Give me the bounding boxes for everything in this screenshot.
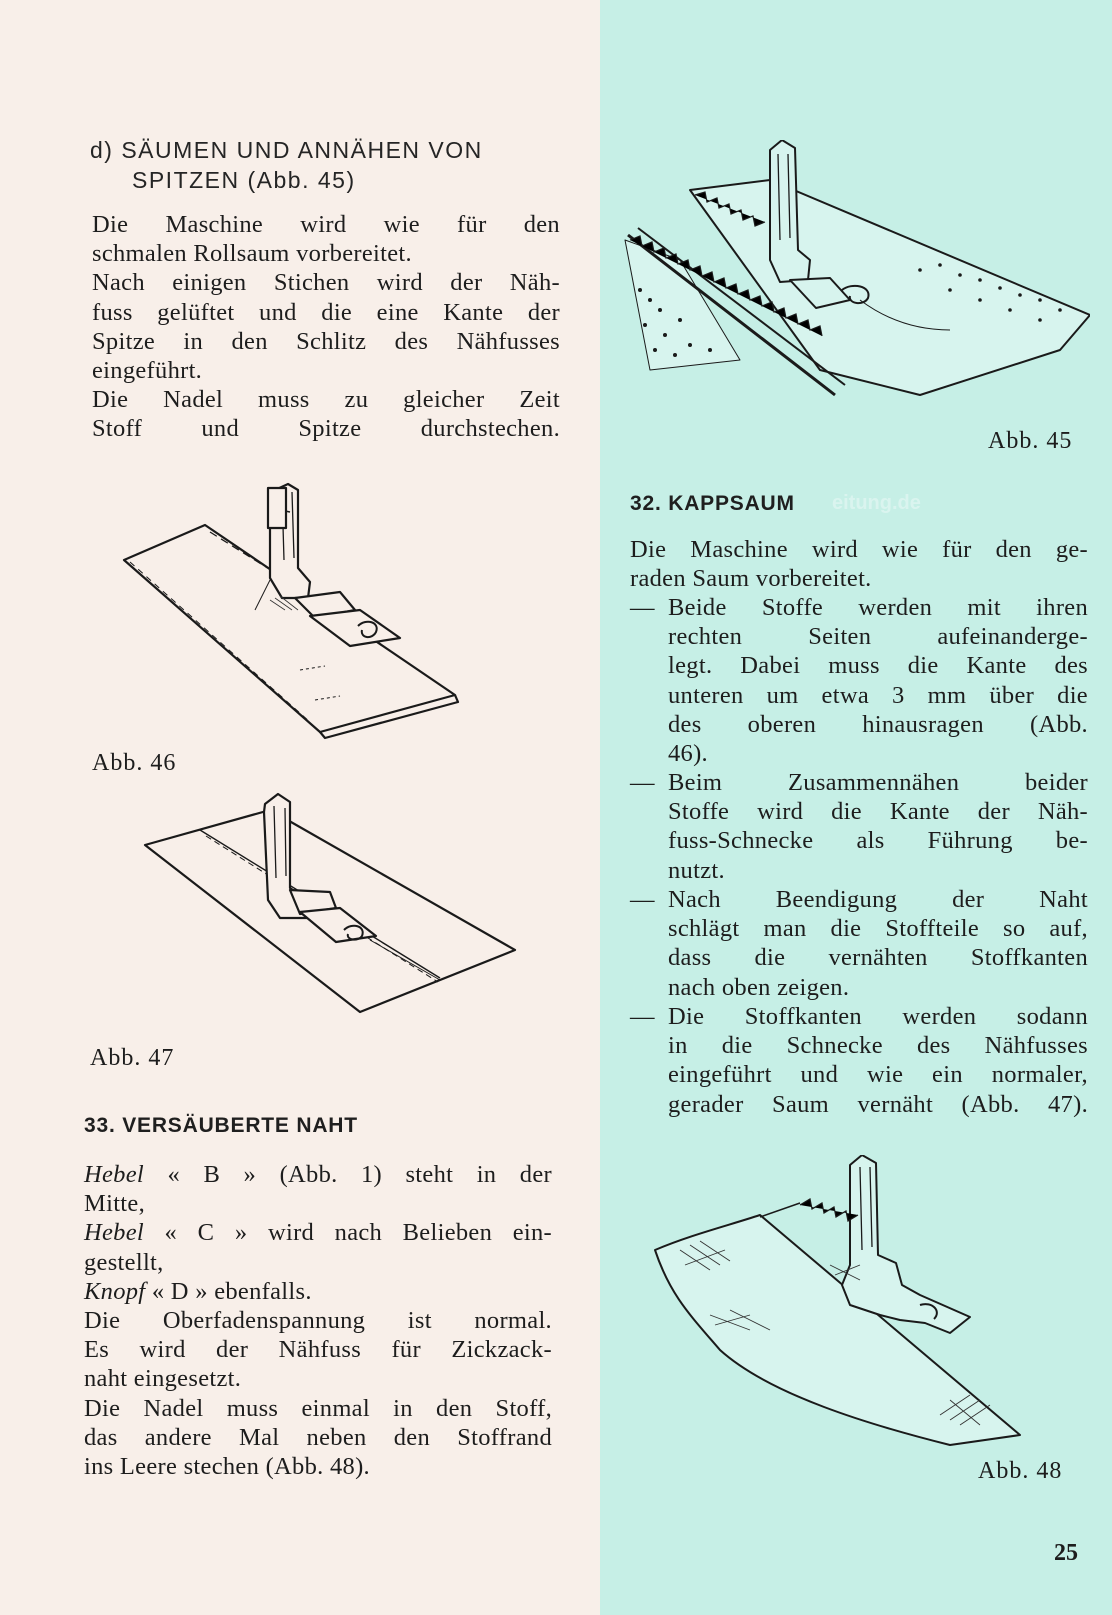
body-line — [84, 1189, 552, 1218]
item-line: Nach Beendigung der Naht — [668, 886, 1088, 913]
dash-marker: — — [630, 594, 655, 621]
item-line: in die Schnecke des Nähfusses — [668, 1032, 1088, 1060]
body-line-text: « D » ebenfalls. — [145, 1277, 312, 1305]
dash-list-item — [630, 768, 1088, 885]
page-number: 25 — [1054, 1540, 1078, 1566]
body-line — [84, 1306, 552, 1335]
intro-line: Spitze in den Schlitz des Nähfusses — [92, 327, 560, 355]
item-line: unteren um etwa 3 mm über die — [668, 681, 1088, 709]
section-32-intro — [630, 535, 1088, 593]
item-line: des oberen hinausragen (Abb. — [668, 710, 1088, 738]
section-33-title: 33. VERSÄUBERTE NAHT — [84, 1114, 358, 1137]
dash-list-item — [630, 885, 1088, 1002]
heading-line-1: d) SÄUMEN UND ANNÄHEN VON — [90, 137, 483, 163]
item-line: Stoffe wird die Kante der Näh- — [668, 798, 1088, 826]
body-line-text: ins Leere stechen (Abb. 48). — [84, 1453, 370, 1481]
item-line: gerader Saum vernäht (Abb. 47). — [668, 1090, 1088, 1118]
italic-term: Knopf — [84, 1277, 146, 1305]
item-line: eingeführt und wie ein normaler, — [668, 1061, 1088, 1089]
intro-line: Nach einigen Stichen wird der Näh- — [92, 269, 560, 297]
dash-list-item — [630, 593, 1088, 768]
figure-46-illustration — [110, 470, 470, 760]
intro-line: schmalen Rollsaum vorbereitet. — [92, 240, 412, 268]
item-line: rechten Seiten aufeinanderge- — [668, 623, 1088, 651]
intro-line: Stoff und Spitze durchstechen. — [92, 415, 560, 443]
figure-45-caption: Abb. 45 — [988, 428, 1073, 454]
item-line: legt. Dabei muss die Kante des — [668, 652, 1088, 680]
dash-marker: — — [630, 769, 655, 796]
body-line — [84, 1452, 552, 1481]
figure-47-illustration — [140, 790, 520, 1040]
body-line-text: das andere Mal neben den Stoffrand — [84, 1423, 552, 1451]
dash-marker: — — [630, 886, 655, 913]
body-line — [84, 1364, 552, 1393]
heading-line-2: SPITZEN (Abb. 45) — [132, 167, 356, 193]
dash-marker: — — [630, 1003, 655, 1030]
item-line: nutzt. — [668, 856, 725, 884]
item-line: dass die vernähten Stoffkanten — [668, 944, 1088, 972]
figure-48-caption: Abb. 48 — [978, 1458, 1063, 1484]
intro-paragraph — [92, 210, 560, 444]
figure-45-illustration — [620, 140, 1090, 420]
section-33-body — [84, 1160, 552, 1481]
item-line: Beim Zusammennähen beider — [668, 769, 1088, 796]
item-line: Beide Stoffe werden mit ihren — [668, 594, 1088, 621]
figure-47-caption: Abb. 47 — [90, 1045, 175, 1071]
intro-line: eingeführt. — [92, 357, 203, 385]
intro-line: Die Maschine wird wie für den ge- — [630, 536, 1088, 563]
figure-46-caption: Abb. 46 — [92, 750, 177, 776]
item-line: schlägt man die Stoffteile so auf, — [668, 915, 1088, 943]
body-line — [84, 1218, 552, 1247]
body-line — [84, 1248, 552, 1277]
intro-line: Die Nadel muss zu gleicher Zeit — [92, 386, 560, 414]
italic-term: Hebel — [84, 1219, 144, 1247]
body-line-text: gestellt, — [84, 1248, 164, 1276]
section-32-title: 32. KAPPSAUM — [630, 492, 795, 515]
intro-line: Die Maschine wird wie für den — [92, 211, 560, 238]
item-line: fuss-Schnecke als Führung be- — [668, 827, 1088, 855]
body-line-text: Die Nadel muss einmal in den Stoff, — [84, 1394, 552, 1422]
body-line-text: naht eingesetzt. — [84, 1365, 242, 1393]
figure-48-illustration — [650, 1155, 1050, 1455]
heading-saeumen — [90, 135, 483, 195]
body-line — [84, 1160, 552, 1189]
right-page — [600, 0, 1112, 1615]
item-line: Die Stoffkanten werden sodann — [668, 1003, 1088, 1030]
item-line: nach oben zeigen. — [668, 973, 850, 1001]
body-line-text: « C » wird nach Belieben ein- — [144, 1219, 552, 1247]
intro-line: raden Saum vorbereitet. — [630, 565, 872, 593]
item-line: 46). — [668, 740, 708, 768]
italic-term: Hebel — [84, 1161, 144, 1188]
intro-line: fuss gelüftet und die eine Kante der — [92, 298, 560, 326]
body-line-text: Mitte, — [84, 1190, 146, 1218]
body-line-text: Es wird der Nähfuss für Zickzack- — [84, 1336, 552, 1364]
dash-list-item — [630, 1002, 1088, 1119]
body-line — [84, 1423, 552, 1452]
body-line — [84, 1277, 552, 1306]
watermark-text: eitung.de — [832, 492, 921, 514]
body-line — [84, 1394, 552, 1423]
body-line-text: Die Oberfadenspannung ist normal. — [84, 1307, 552, 1335]
body-line — [84, 1335, 552, 1364]
body-line-text: « B » (Abb. 1) steht in der — [144, 1161, 552, 1188]
